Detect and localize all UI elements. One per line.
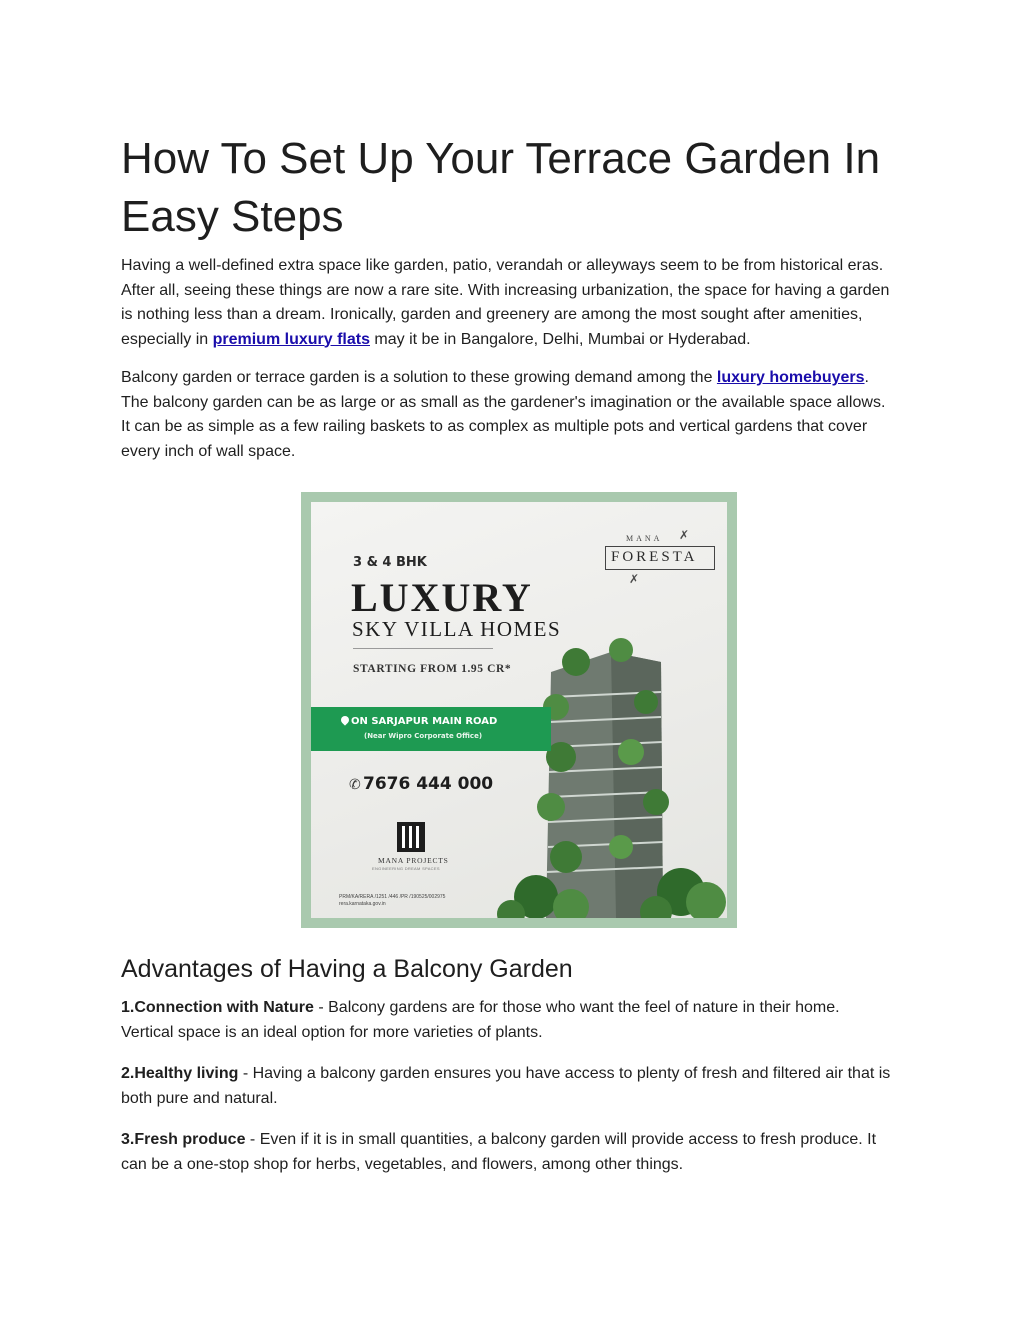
advantage-text: - Having a balcony garden ensures you have access to plenty of fresh and filtered air that is both pure and natural.	[121, 1065, 891, 1107]
advantage-title: 3.Fresh produce	[121, 1131, 246, 1148]
ad-phone: 7676 444 000	[363, 774, 494, 794]
rera-site: rera.karnataka.gov.in	[339, 901, 386, 907]
ad-developer: MANA PROJECTS	[378, 856, 449, 865]
intro-text-end: may it be in Bangalore, Delhi, Mumbai or Hyderabad.	[369, 330, 751, 348]
advantage-title: 2.Healthy living	[121, 1065, 239, 1082]
advantage-title: 1.Connection with Nature	[121, 999, 314, 1016]
leaf-icon: ✗	[679, 528, 690, 542]
brand-name: FORESTA	[611, 549, 698, 565]
advertisement-image	[301, 492, 737, 928]
rera-number: PRM/KA/RERA /1251 /446 /PR /190525/002975	[339, 894, 446, 900]
advantage-text: - Even if it is in small quantities, a balcony garden will provide access to fresh produce. It can be a one-stop shop for herbs, vegetables, and flowers, among other things.	[121, 1131, 877, 1173]
ad-bhk: 3 & 4 BHK	[353, 555, 427, 570]
ad-developer-tagline: ENGINEERING DREAM SPACES	[372, 866, 440, 871]
ad-subheadline: SKY VILLA HOMES	[352, 617, 562, 641]
advantage-item	[121, 1128, 896, 1177]
luxury-homebuyers-link[interactable]: luxury homebuyers	[716, 369, 865, 386]
brand-top: MANA	[626, 534, 663, 543]
location-band	[311, 707, 551, 751]
ad-canvas	[311, 502, 727, 918]
ad-divider	[353, 648, 493, 649]
ad-location-note: (Near Wipro Corporate Office)	[364, 732, 483, 740]
ad-price: STARTING FROM 1.95 CR*	[353, 663, 512, 675]
intro-text-start: Having a well-defined extra space like garden, patio, verandah or alleyways seem to be from historical eras. After all, seeing these things are now a rare site. With increasing urbanization, the space for having a garden is nothing less than a dream. Ironically, garden and greenery are among the most sought after amenities, especially in	[121, 257, 890, 348]
ad-rera	[339, 894, 445, 908]
leaf-icon: ✗	[629, 572, 640, 586]
mana-projects-logo-icon	[397, 822, 425, 852]
ad-headline: LUXURY	[351, 575, 533, 620]
second-text-start: Balcony garden or terrace garden is a solution to these growing demand among the	[121, 369, 717, 386]
advantages-heading: Advantages of Having a Balcony Garden	[121, 955, 573, 983]
advantages-list	[121, 996, 896, 1194]
article	[121, 130, 896, 464]
advantage-item	[121, 996, 896, 1045]
second-paragraph	[121, 366, 896, 464]
advantage-item	[121, 1062, 896, 1111]
phone-icon: ✆	[349, 776, 361, 792]
page-title: How To Set Up Your Terrace Garden In Easy Steps	[121, 134, 881, 241]
premium-luxury-flats-link[interactable]: premium luxury flats	[212, 330, 370, 348]
advantage-text: - Balcony gardens are for those who want the feel of nature in their home. Vertical space is an ideal option for more varieties of plants.	[121, 999, 840, 1041]
ad-location: ON SARJAPUR MAIN ROAD	[351, 716, 498, 727]
second-text-end: . The balcony garden can be as large or as small as the gardener's imagination or the available space allows. It can be as simple as a few railing baskets to as complex as multiple pots and vertical gardens that cover every inch of wall space.	[121, 369, 886, 460]
intro-paragraph	[121, 254, 896, 352]
